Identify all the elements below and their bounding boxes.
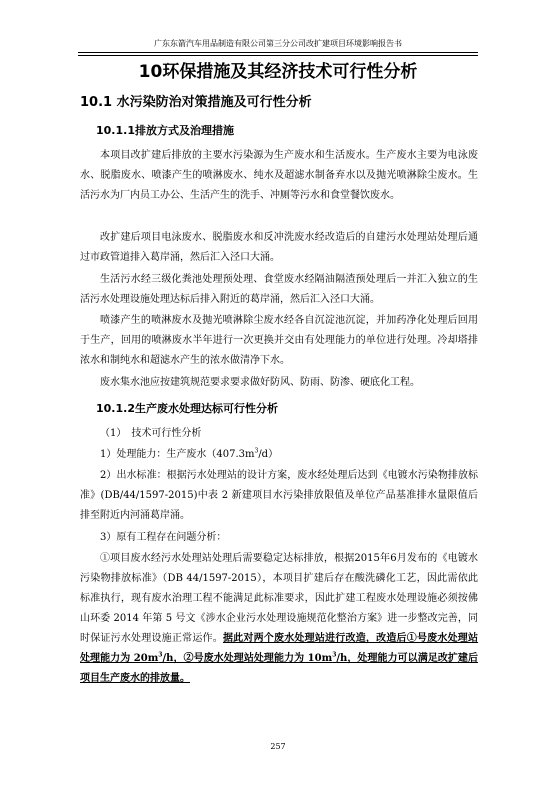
subsection-heading-2: 10.1.2生产废水处理达标可行性分析 bbox=[96, 402, 278, 415]
emphasis-text: 据此对两个废水处理站进行改造，改造后①号废水处理站处理能力为 $20m^3/h$，②号废水处理站处理能力为 $10m^3/h$，处理能力可以满足改扩建后项目生产废水的排放量。 bbox=[80, 633, 479, 684]
item-discharge-standard: 2）出水标准：根据污水处理站的设计方案，废水经处理后达到《电镀水污染物排放标准》(DB/44/1597-2015)中表 2 新建项目水污染排放限值及单位产品基准排水量限值后排至附近内河涌葛岸涌。 bbox=[80, 470, 478, 521]
paragraph-5: 废水集水池应按建筑规范要求要求做好防风、防雨、防渗、硬底化工程。 bbox=[100, 377, 420, 388]
header-rule bbox=[78, 55, 478, 56]
page-number: 257 bbox=[270, 742, 286, 751]
paragraph-1: 本项目改扩建后排放的主要水污染源为生产废水和生活废水。生产废水主要为电泳废水、脱脂废水、喷漆产生的喷淋废水、纯水及超滤水制备弃水以及抛光喷淋除尘废水。生活污水为厂内员工办公、生活产生的洗手、冲厕等污水和食堂餐饮废水。 bbox=[80, 150, 478, 201]
chapter-title: 10环保措施及其经济技术可行性分析 bbox=[138, 62, 418, 82]
item-capacity: 1）处理能力：生产废水$(407.3m^3/d)$ bbox=[100, 447, 279, 460]
running-header: 广东东箭汽车用品制造有限公司第三分公司改扩建项目环境影响报告书 bbox=[78, 38, 478, 53]
paragraph-4: 喷漆产生的喷淋废水及抛光喷淋除尘废水经各自沉淀池沉淀，并加药净化处理后回用于生产，回用的喷淋废水半年进行一次更换并交由有处理能力的单位进行处理。冷却塔排浓水和制纯水和超滤水产生的浓水做清净下水。 bbox=[80, 315, 478, 366]
subsection-heading-1: 10.1.1排放方式及治理措施 bbox=[96, 124, 234, 137]
section-heading: 10.1 水污染防治对策措施及可行性分析 bbox=[80, 95, 312, 110]
paragraph-3: 生活污水经三级化粪池处理预处理、食堂废水经隔油隔渣预处理后一并汇入独立的生活污水处理设施处理达标后排入附近的葛岸涌，然后汇入泾口大涌。 bbox=[80, 274, 478, 305]
item-analysis-paragraph: ①项目废水经污水处理站处理后需要稳定达标排放，根据2015年6月发布的《电镀水污染物排放标准》（DB 44/1597-2015），本项目扩建后存在酸洗磷化工艺，因此需依此标准执行，现有废水治理工程不能满足此标准要求，因此扩建工程废水处理设施必须按佛山环委 2014 年第 5 号文《涉水企业污水处理设施规范化整治方案》进一步整改完善，同时保证污水处理设施正常运作。据此对两个废水处理站进行改造，改造后①号废水处理站处理能力为 $20m^3/h$，②号废水处理站处理能力为 $10m^3/h$，处理能力可以满足改扩建后项目生产废水的排放量。 bbox=[80, 553, 479, 684]
paragraph-2: 改扩建后项目电泳废水、脱脂废水和反冲洗废水经改造后的自建污水处理站处理后通过市政管道排入葛岸涌，然后汇入泾口大涌。 bbox=[80, 232, 478, 263]
item-technical-feasibility: （1） 技术可行性分析 bbox=[100, 428, 202, 439]
item-existing-issues: 3）原有工程存在问题分析： bbox=[100, 532, 227, 543]
